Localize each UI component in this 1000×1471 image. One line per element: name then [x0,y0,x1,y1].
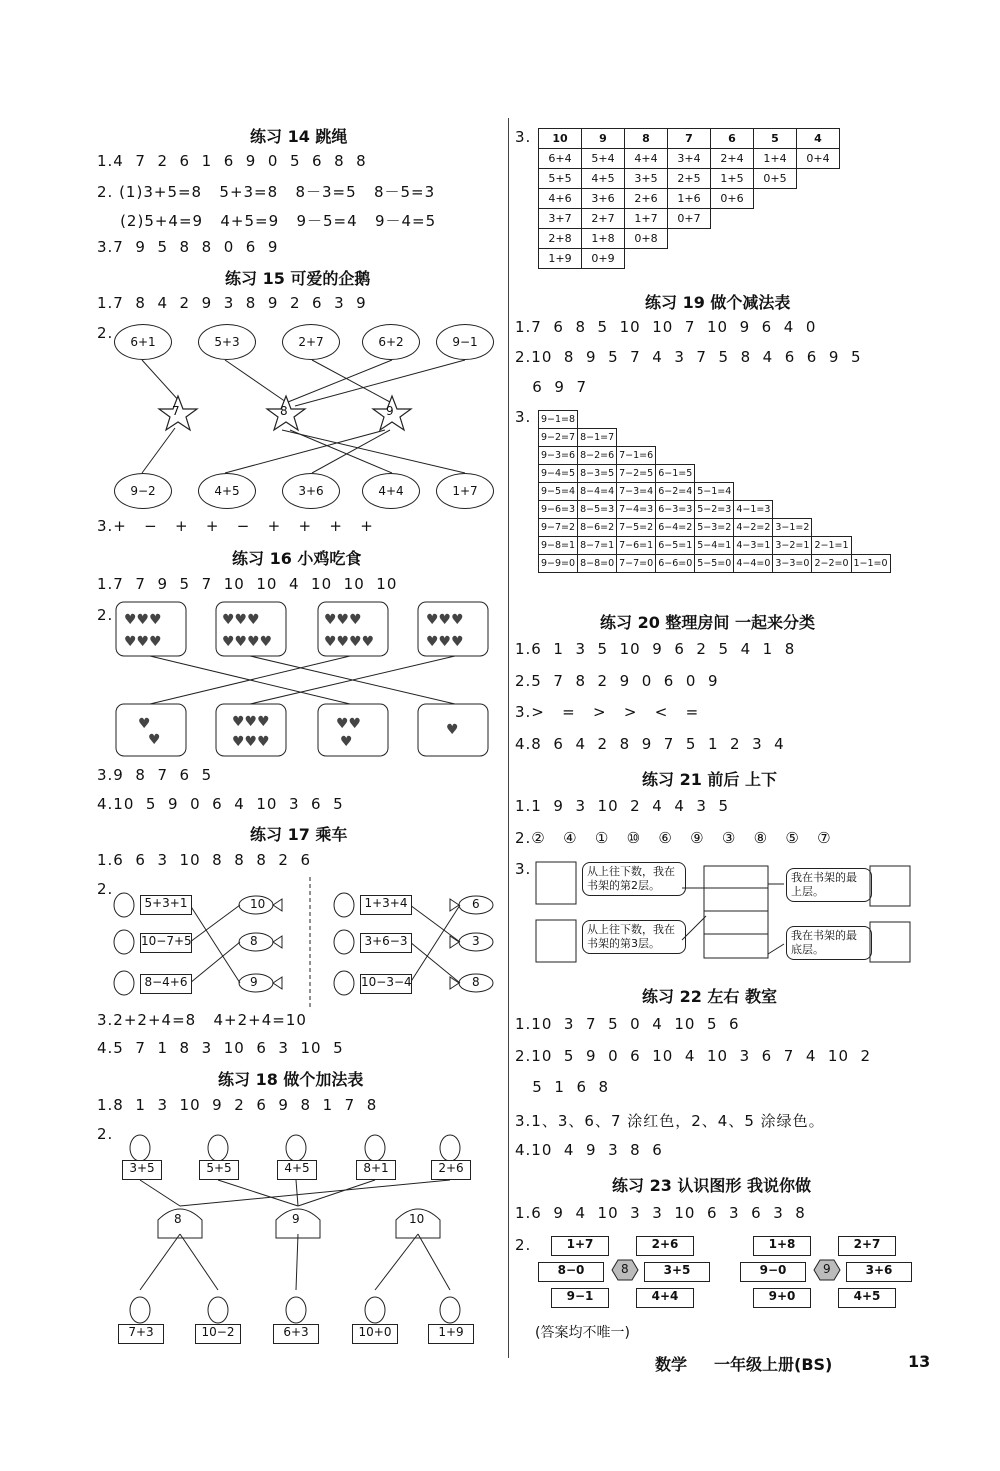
ex15-star-label-2: 8 [280,404,288,418]
ex17-left-expr-3: 8−4+6 [140,974,192,994]
subtraction-cell: 7−1=6 [617,447,656,465]
subtraction-cell: 8−4=4 [578,483,617,501]
addition-cell: 2+8 [539,229,582,249]
subtraction-cell: 9−8=1 [539,537,578,555]
ex15-top-cloud-5: 9−1 [436,324,494,360]
ex17-q3: 3.2+2+4=8 4+2+4=10 [97,1011,307,1029]
ex15-title: 练习 15 可爱的企鹅 [225,269,371,288]
subtraction-cell: 6−4=2 [656,519,695,537]
svg-text:♥♥♥: ♥♥♥ [232,714,270,730]
ex17-q1: 1.6 6 3 10 8 8 8 2 6 [97,851,312,869]
svg-text:♥♥♥: ♥♥♥ [426,634,464,650]
footer-subject: 数学 [655,1355,688,1374]
addition-cell: 0+6 [711,189,754,209]
subtraction-cell: 8−6=2 [578,519,617,537]
subtraction-cell: 3−3=0 [773,555,812,573]
ex23-left-cell-3: 8−0 [538,1262,604,1282]
ex23-right-cell-1: 1+8 [753,1236,811,1256]
ex18-top-expr-3: 4+5 [277,1160,317,1180]
subtraction-cell: 7−4=3 [617,501,656,519]
svg-text:♥♥♥: ♥♥♥ [124,612,162,628]
svg-text:♥♥♥♥: ♥♥♥♥ [324,634,375,650]
subtraction-cell: 8−5=3 [578,501,617,519]
subtraction-cell: 4−4=0 [734,555,773,573]
ex17-q4: 4.5 7 1 8 3 10 6 3 10 5 [97,1039,344,1057]
subtraction-cell: 5−1=4 [695,483,734,501]
ex18-bottom-expr-3: 6+3 [273,1324,319,1344]
ex16-q1: 1.7 7 9 5 7 10 10 4 10 10 10 [97,575,398,593]
column-divider [508,118,509,1358]
ex15-star-label-3: 9 [386,404,394,418]
ex22-q3: 3.1、3、6、7 涂红色，2、4、5 涂绿色。 [515,1112,825,1130]
addition-cell: 2+5 [668,169,711,189]
addition-cell: 1+4 [754,149,797,169]
ex23-left-center: 8 [621,1262,629,1276]
ex23-left-cell-1: 1+7 [551,1236,609,1256]
ex17-right-fish-1: 6 [472,897,480,911]
ex19-q2b: 6 9 7 [515,378,588,396]
addition-table [538,128,840,269]
ex22-q2a: 2.10 5 9 0 6 10 4 10 3 6 7 4 10 2 [515,1047,872,1065]
svg-text:♥♥♥: ♥♥♥ [232,734,270,750]
addition-cell: 1+9 [539,249,582,269]
subtraction-cell: 4−2=2 [734,519,773,537]
svg-text:♥♥♥♥: ♥♥♥♥ [222,634,273,650]
ex17-left-expr-1: 5+3+1 [140,895,192,915]
svg-text:♥♥♥: ♥♥♥ [324,612,362,628]
subtraction-cell: 1−1=0 [851,555,890,573]
footer-page-number: 13 [908,1352,931,1371]
subtraction-cell: 6−3=3 [656,501,695,519]
ex21-q2: 2.② ④ ① ⑩ ⑥ ⑨ ③ ⑧ ⑤ ⑦ [515,829,832,847]
subtraction-cell: 8−1=7 [578,429,617,447]
subtraction-cell: 9−2=7 [539,429,578,447]
ex21-q3-label: 3. [515,860,532,878]
subtraction-cell: 2−2=0 [812,555,851,573]
subtraction-cell: 7−6=1 [617,537,656,555]
ex17-q2-label: 2. [97,880,114,898]
ex18-bottom-expr-4: 10+0 [352,1324,398,1344]
addition-header-cell: 4 [797,129,840,149]
svg-text:♥♥♥: ♥♥♥ [124,634,162,650]
ex20-title: 练习 20 整理房间 一起来分类 [600,613,815,632]
ex23-left-cell-6: 4+4 [636,1288,694,1308]
ex18-top-expr-1: 3+5 [122,1160,162,1180]
addition-cell: 0+9 [582,249,625,269]
ex17-right-expr-1: 1+3+4 [360,895,412,915]
addition-cell: 1+7 [625,209,668,229]
ex18-q2-label: 2. [97,1125,114,1143]
addition-cell: 3+7 [539,209,582,229]
ex21-title: 练习 21 前后 上下 [642,770,777,789]
ex15-top-cloud-2: 5+3 [198,324,256,360]
ex22-q4: 4.10 4 9 3 8 6 [515,1141,663,1159]
subtraction-table [538,410,891,573]
ex15-bottom-cloud-3: 3+6 [282,473,340,509]
addition-header-cell: 9 [582,129,625,149]
ex23-q2-label: 2. [515,1236,532,1254]
ex15-q2-label: 2. [97,324,114,342]
ex21-speech-bubble-2: 从上往下数，我在书架的第3层。 [582,920,686,954]
ex17-right-fish-3: 8 [472,975,480,989]
ex18-house-3: 10 [409,1212,425,1226]
subtraction-cell: 6−2=4 [656,483,695,501]
ex17-left-expr-2: 10−7+5 [140,933,192,953]
subtraction-cell: 8−7=1 [578,537,617,555]
ex23-left-cell-5: 9−1 [551,1288,609,1308]
subtraction-cell: 2−1=1 [812,537,851,555]
ex18-q3-label: 3. [515,128,532,146]
ex23-right-cell-4: 3+6 [846,1262,912,1282]
ex23-title: 练习 23 认识图形 我说你做 [612,1176,811,1195]
ex17-left-fish-2: 8 [250,934,258,948]
addition-cell: 2+7 [582,209,625,229]
ex14-q2b: (2)5+4=9 4+5=9 9－5=4 9－4=5 [97,212,437,230]
addition-header-cell: 10 [539,129,582,149]
subtraction-cell: 6−1=5 [656,465,695,483]
ex21-speech-bubble-4: 我在书架的最底层。 [786,926,872,960]
ex23-q1: 1.6 9 4 10 3 3 10 6 3 6 3 8 [515,1204,806,1222]
svg-text:♥♥♥: ♥♥♥ [426,612,464,628]
subtraction-cell: 9−3=6 [539,447,578,465]
ex15-bottom-cloud-2: 4+5 [198,473,256,509]
subtraction-cell: 5−4=1 [695,537,734,555]
subtraction-cell: 6−6=0 [656,555,695,573]
subtraction-cell: 8−3=5 [578,465,617,483]
ex18-bottom-expr-2: 10−2 [195,1324,241,1344]
addition-cell: 0+8 [625,229,668,249]
svg-text:♥: ♥ [446,722,459,738]
subtraction-cell: 9−1=8 [539,411,578,429]
addition-cell: 2+6 [625,189,668,209]
svg-text:♥: ♥ [340,734,353,750]
ex19-q1: 1.7 6 8 5 10 10 7 10 9 6 4 0 [515,318,817,336]
addition-cell: 6+4 [539,149,582,169]
subtraction-cell: 5−3=2 [695,519,734,537]
ex15-bottom-cloud-5: 1+7 [436,473,494,509]
ex23-right-cell-6: 4+5 [838,1288,896,1308]
subtraction-cell: 9−4=5 [539,465,578,483]
ex22-title: 练习 22 左右 教室 [642,987,777,1006]
ex16-q4: 4.10 5 9 0 6 4 10 3 6 5 [97,795,344,813]
svg-text:♥♥: ♥♥ [336,716,362,732]
ex23-note: (答案均不唯一) [535,1325,630,1341]
subtraction-cell: 8−8=0 [578,555,617,573]
addition-cell: 2+4 [711,149,754,169]
addition-cell: 3+5 [625,169,668,189]
ex18-q1: 1.8 1 3 10 9 2 6 9 8 1 7 8 [97,1096,378,1114]
addition-cell: 5+5 [539,169,582,189]
subtraction-cell: 5−2=3 [695,501,734,519]
ex14-q1: 1.4 7 2 6 1 6 9 0 5 6 8 8 [97,152,367,170]
footer-grade: 一年级上册(BS) [714,1355,833,1374]
ex16-q3: 3.9 8 7 6 5 [97,766,213,784]
subtraction-cell: 4−3=1 [734,537,773,555]
subtraction-cell: 9−6=3 [539,501,578,519]
addition-cell: 3+6 [582,189,625,209]
addition-cell: 0+5 [754,169,797,189]
ex19-q2a: 2.10 8 9 5 7 4 3 7 5 8 4 6 6 9 5 [515,348,862,366]
ex17-title: 练习 17 乘车 [250,825,348,844]
ex18-bottom-expr-1: 7+3 [118,1324,164,1344]
ex16-title: 练习 16 小鸡吃食 [232,549,362,568]
ex19-q3-label: 3. [515,408,532,426]
subtraction-cell: 7−3=4 [617,483,656,501]
ex18-top-expr-4: 8+1 [356,1160,396,1180]
addition-header-cell: 5 [754,129,797,149]
ex21-q1: 1.1 9 3 10 2 4 4 3 5 [515,797,730,815]
ex15-bottom-cloud-4: 4+4 [362,473,420,509]
ex17-right-expr-2: 3+6−3 [360,933,412,953]
ex16-matching-diagram [110,600,500,760]
ex23-right-cell-2: 2+7 [838,1236,896,1256]
subtraction-cell: 6−5=1 [656,537,695,555]
ex18-bottom-expr-5: 1+9 [428,1324,474,1344]
subtraction-cell: 9−9=0 [539,555,578,573]
addition-cell: 3+4 [668,149,711,169]
ex16-q2-label: 2. [97,606,114,624]
ex20-q2: 2.5 7 8 2 9 0 6 0 9 [515,672,719,690]
addition-cell: 4+6 [539,189,582,209]
svg-text:♥♥♥: ♥♥♥ [222,612,260,628]
ex14-title: 练习 14 跳绳 [250,127,348,146]
addition-cell: 4+4 [625,149,668,169]
ex18-matching-diagram [110,1120,500,1345]
subtraction-cell: 3−1=2 [773,519,812,537]
svg-text:♥: ♥ [138,716,151,732]
ex18-title: 练习 18 做个加法表 [218,1070,364,1089]
ex14-q2a: 2. (1)3+5=8 5+3=8 8－3=5 8－5=3 [97,183,436,201]
addition-cell: 0+7 [668,209,711,229]
addition-header-cell: 7 [668,129,711,149]
subtraction-cell: 5−5=0 [695,555,734,573]
ex18-top-expr-5: 2+6 [431,1160,471,1180]
addition-cell: 1+6 [668,189,711,209]
ex14-q3: 3.7 9 5 8 8 0 6 9 [97,238,279,256]
ex17-left-fish-3: 9 [250,975,258,989]
ex15-top-cloud-3: 2+7 [282,324,340,360]
subtraction-cell: 7−7=0 [617,555,656,573]
ex23-left-cell-4: 3+5 [644,1262,710,1282]
subtraction-cell: 4−1=3 [734,501,773,519]
ex15-top-cloud-4: 6+2 [362,324,420,360]
ex21-speech-bubble-1: 从上往下数，我在书架的第2层。 [582,862,686,896]
addition-cell: 1+8 [582,229,625,249]
ex15-bottom-cloud-1: 9−2 [114,473,172,509]
addition-header-cell: 8 [625,129,668,149]
ex18-house-2: 9 [292,1212,300,1226]
ex22-q2b: 5 1 6 8 [515,1078,610,1096]
svg-text:♥: ♥ [148,732,161,748]
ex20-q3: 3.> = > > < = [515,703,700,721]
ex20-q4: 4.8 6 4 2 8 9 7 5 1 2 3 4 [515,735,785,753]
addition-cell: 5+4 [582,149,625,169]
ex17-right-fish-2: 3 [472,934,480,948]
ex15-star-label-1: 7 [172,404,180,418]
subtraction-cell: 9−5=4 [539,483,578,501]
addition-cell: 1+5 [711,169,754,189]
ex17-left-fish-1: 10 [250,897,266,911]
subtraction-cell: 3−2=1 [773,537,812,555]
ex15-q3: 3.+ − + + − + + + + [97,517,374,535]
ex23-right-center: 9 [823,1262,831,1276]
addition-cell: 0+4 [797,149,840,169]
subtraction-cell: 8−2=6 [578,447,617,465]
ex18-house-1: 8 [174,1212,182,1226]
addition-header-cell: 6 [711,129,754,149]
subtraction-cell: 7−5=2 [617,519,656,537]
ex23-left-cell-2: 2+6 [636,1236,694,1256]
ex23-right-cell-5: 9+0 [753,1288,811,1308]
ex21-speech-bubble-3: 我在书架的最上层。 [786,868,872,902]
ex19-title: 练习 19 做个减法表 [645,293,791,312]
ex22-q1: 1.10 3 7 5 0 4 10 5 6 [515,1015,740,1033]
subtraction-cell: 7−2=5 [617,465,656,483]
addition-cell: 4+5 [582,169,625,189]
ex18-top-expr-2: 5+5 [199,1160,239,1180]
ex23-right-cell-3: 9−0 [740,1262,806,1282]
ex17-right-expr-3: 10−3−4 [360,974,412,994]
subtraction-cell: 9−7=2 [539,519,578,537]
ex15-top-cloud-1: 6+1 [114,324,172,360]
ex20-q1: 1.6 1 3 5 10 9 6 2 5 4 1 8 [515,640,796,658]
ex15-q1: 1.7 8 4 2 9 3 8 9 2 6 3 9 [97,294,367,312]
